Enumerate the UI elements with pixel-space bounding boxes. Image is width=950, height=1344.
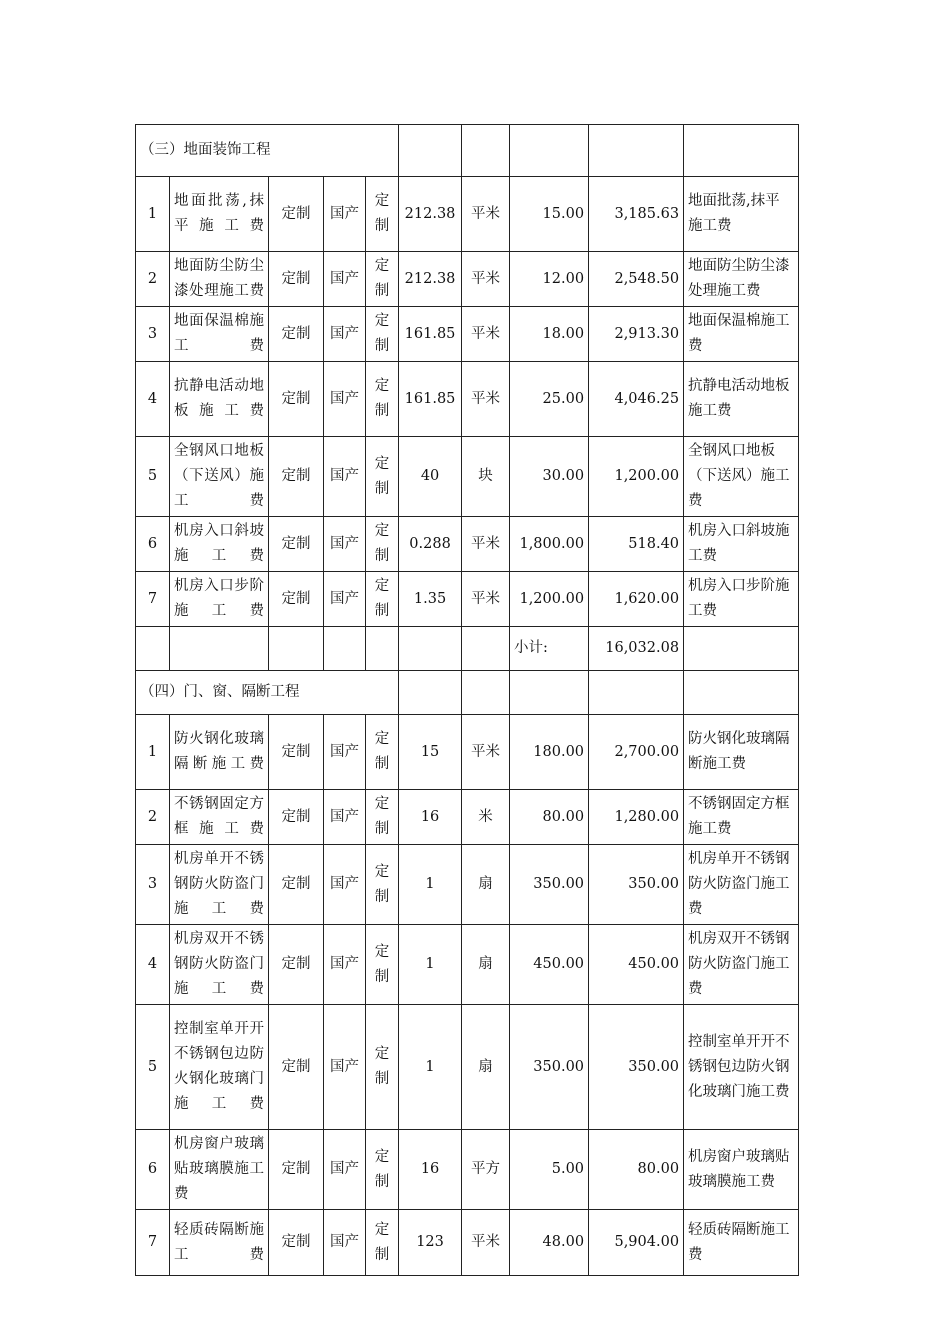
item-quantity: 1 [399,845,462,925]
item-unit-price: 18.00 [510,307,589,362]
table-row [136,307,799,362]
item-quantity: 40 [399,437,462,517]
empty-cell [136,627,170,671]
item-remark: 机房双开不锈钢防火防盗门施工费 [684,925,799,1005]
item-total: 1,620.00 [589,572,684,627]
item-origin: 国产 [324,307,366,362]
item-origin: 国产 [324,1130,366,1210]
item-origin: 国产 [324,177,366,252]
item-unit: 平方 [462,1130,510,1210]
item-unit: 扇 [462,1005,510,1130]
item-origin: 国产 [324,437,366,517]
item-unit-price: 5.00 [510,1130,589,1210]
item-name: 不锈钢固定方框施工费 [170,790,269,845]
item-number: 6 [136,517,170,572]
item-quantity: 16 [399,1130,462,1210]
item-name: 机房入口步阶施工费 [170,572,269,627]
item-unit: 扇 [462,925,510,1005]
item-number: 2 [136,790,170,845]
item-origin: 国产 [324,252,366,307]
item-unit-price: 30.00 [510,437,589,517]
item-total: 2,913.30 [589,307,684,362]
table-row [136,362,799,437]
item-model: 定制 [366,252,399,307]
item-origin: 国产 [324,362,366,437]
item-unit-price: 350.00 [510,1005,589,1130]
item-remark: 机房入口斜坡施工费 [684,517,799,572]
item-model: 定制 [366,1210,399,1276]
item-remark: 防火钢化玻璃隔断施工费 [684,715,799,790]
item-name: 地面保温棉施工费 [170,307,269,362]
item-number: 2 [136,252,170,307]
empty-cell [324,627,366,671]
item-number: 5 [136,437,170,517]
table-row [136,1210,799,1276]
item-remark: 控制室单开开不锈钢包边防火钢化玻璃门施工费 [684,1005,799,1130]
item-total: 3,185.63 [589,177,684,252]
item-number: 4 [136,362,170,437]
item-remark: 全钢风口地板（下送风）施工费 [684,437,799,517]
table-row [136,177,799,252]
empty-cell [399,125,462,177]
item-brand: 定制 [269,307,324,362]
item-brand: 定制 [269,362,324,437]
item-name: 轻质砖隔断施工费 [170,1210,269,1276]
item-unit: 平米 [462,517,510,572]
item-unit-price: 180.00 [510,715,589,790]
item-brand: 定制 [269,1210,324,1276]
empty-cell [366,627,399,671]
empty-cell [510,671,589,715]
item-unit: 平米 [462,252,510,307]
item-quantity: 161.85 [399,307,462,362]
item-unit-price: 1,800.00 [510,517,589,572]
item-unit-price: 1,200.00 [510,572,589,627]
item-total: 350.00 [589,845,684,925]
item-model: 定制 [366,307,399,362]
empty-cell [399,627,462,671]
item-number: 1 [136,177,170,252]
item-quantity: 0.288 [399,517,462,572]
empty-cell [269,627,324,671]
section-title: （四）门、窗、隔断工程 [136,671,399,715]
table-row [136,1005,799,1130]
empty-cell [510,125,589,177]
item-origin: 国产 [324,845,366,925]
item-unit-price: 12.00 [510,252,589,307]
item-quantity: 1 [399,1005,462,1130]
item-model: 定制 [366,517,399,572]
empty-cell [462,627,510,671]
item-brand: 定制 [269,517,324,572]
item-remark: 地面批荡,抹平施工费 [684,177,799,252]
item-model: 定制 [366,790,399,845]
item-model: 定制 [366,925,399,1005]
item-brand: 定制 [269,1005,324,1130]
item-name: 机房单开不锈钢防火防盗门施工费 [170,845,269,925]
table-row [136,517,799,572]
item-model: 定制 [366,1005,399,1130]
item-name: 全钢风口地板（下送风）施工费 [170,437,269,517]
item-remark: 不锈钢固定方框施工费 [684,790,799,845]
item-origin: 国产 [324,572,366,627]
item-quantity: 1 [399,925,462,1005]
table-row [136,437,799,517]
table-row [136,790,799,845]
item-name: 机房双开不锈钢防火防盗门施工费 [170,925,269,1005]
item-brand: 定制 [269,925,324,1005]
item-model: 定制 [366,845,399,925]
empty-cell [589,671,684,715]
item-name: 机房窗户玻璃贴玻璃膜施工费 [170,1130,269,1210]
table-row [136,715,799,790]
item-unit: 米 [462,790,510,845]
item-quantity: 15 [399,715,462,790]
item-model: 定制 [366,362,399,437]
item-unit-price: 25.00 [510,362,589,437]
empty-cell [462,671,510,715]
item-origin: 国产 [324,517,366,572]
item-unit-price: 48.00 [510,1210,589,1276]
empty-cell [170,627,269,671]
item-origin: 国产 [324,1210,366,1276]
item-model: 定制 [366,177,399,252]
item-origin: 国产 [324,790,366,845]
item-total: 2,700.00 [589,715,684,790]
item-total: 2,548.50 [589,252,684,307]
empty-cell [684,671,799,715]
item-quantity: 123 [399,1210,462,1276]
item-unit: 块 [462,437,510,517]
item-number: 5 [136,1005,170,1130]
item-number: 1 [136,715,170,790]
item-model: 定制 [366,715,399,790]
section-title: （三）地面装饰工程 [136,125,399,177]
item-remark: 地面保温棉施工费 [684,307,799,362]
item-total: 4,046.25 [589,362,684,437]
item-unit: 平米 [462,307,510,362]
item-name: 防火钢化玻璃隔断施工费 [170,715,269,790]
item-remark: 机房单开不锈钢防火防盗门施工费 [684,845,799,925]
section-header-row [136,125,799,177]
item-total: 80.00 [589,1130,684,1210]
item-quantity: 212.38 [399,177,462,252]
item-total: 5,904.00 [589,1210,684,1276]
item-unit-price: 350.00 [510,845,589,925]
item-unit: 平米 [462,572,510,627]
item-brand: 定制 [269,790,324,845]
empty-cell [684,627,799,671]
item-unit: 平米 [462,177,510,252]
item-remark: 抗静电活动地板施工费 [684,362,799,437]
empty-cell [462,125,510,177]
item-unit-price: 15.00 [510,177,589,252]
item-quantity: 1.35 [399,572,462,627]
item-model: 定制 [366,437,399,517]
item-name: 机房入口斜坡施工费 [170,517,269,572]
section-header-row [136,671,799,715]
item-model: 定制 [366,1130,399,1210]
item-number: 3 [136,307,170,362]
item-origin: 国产 [324,1005,366,1130]
item-total: 450.00 [589,925,684,1005]
item-remark: 轻质砖隔断施工费 [684,1210,799,1276]
item-model: 定制 [366,572,399,627]
item-name: 抗静电活动地板施工费 [170,362,269,437]
item-name: 控制室单开开不锈钢包边防火钢化玻璃门施工费 [170,1005,269,1130]
item-number: 7 [136,572,170,627]
item-quantity: 212.38 [399,252,462,307]
empty-cell [684,125,799,177]
item-brand: 定制 [269,252,324,307]
item-brand: 定制 [269,1130,324,1210]
item-brand: 定制 [269,177,324,252]
item-origin: 国产 [324,715,366,790]
subtotal-row [136,627,799,671]
item-name: 地面防尘防尘漆处理施工费 [170,252,269,307]
table-row [136,1130,799,1210]
item-total: 518.40 [589,517,684,572]
item-number: 3 [136,845,170,925]
item-unit: 平米 [462,715,510,790]
item-total: 350.00 [589,1005,684,1130]
item-number: 4 [136,925,170,1005]
item-origin: 国产 [324,925,366,1005]
item-brand: 定制 [269,572,324,627]
item-unit: 扇 [462,845,510,925]
item-quantity: 16 [399,790,462,845]
item-remark: 地面防尘防尘漆处理施工费 [684,252,799,307]
quotation-table [135,124,799,1276]
item-quantity: 161.85 [399,362,462,437]
item-brand: 定制 [269,715,324,790]
item-name: 地面批荡,抹平施工费 [170,177,269,252]
table-row [136,845,799,925]
table-row [136,572,799,627]
item-unit: 平米 [462,362,510,437]
subtotal-value: 16,032.08 [589,627,684,671]
item-brand: 定制 [269,845,324,925]
item-number: 7 [136,1210,170,1276]
item-remark: 机房入口步阶施工费 [684,572,799,627]
item-number: 6 [136,1130,170,1210]
item-remark: 机房窗户玻璃贴玻璃膜施工费 [684,1130,799,1210]
item-unit-price: 450.00 [510,925,589,1005]
table-row [136,925,799,1005]
empty-cell [589,125,684,177]
item-unit: 平米 [462,1210,510,1276]
subtotal-label: 小计: [510,627,589,671]
item-total: 1,280.00 [589,790,684,845]
item-total: 1,200.00 [589,437,684,517]
item-brand: 定制 [269,437,324,517]
empty-cell [399,671,462,715]
table-row [136,252,799,307]
item-unit-price: 80.00 [510,790,589,845]
